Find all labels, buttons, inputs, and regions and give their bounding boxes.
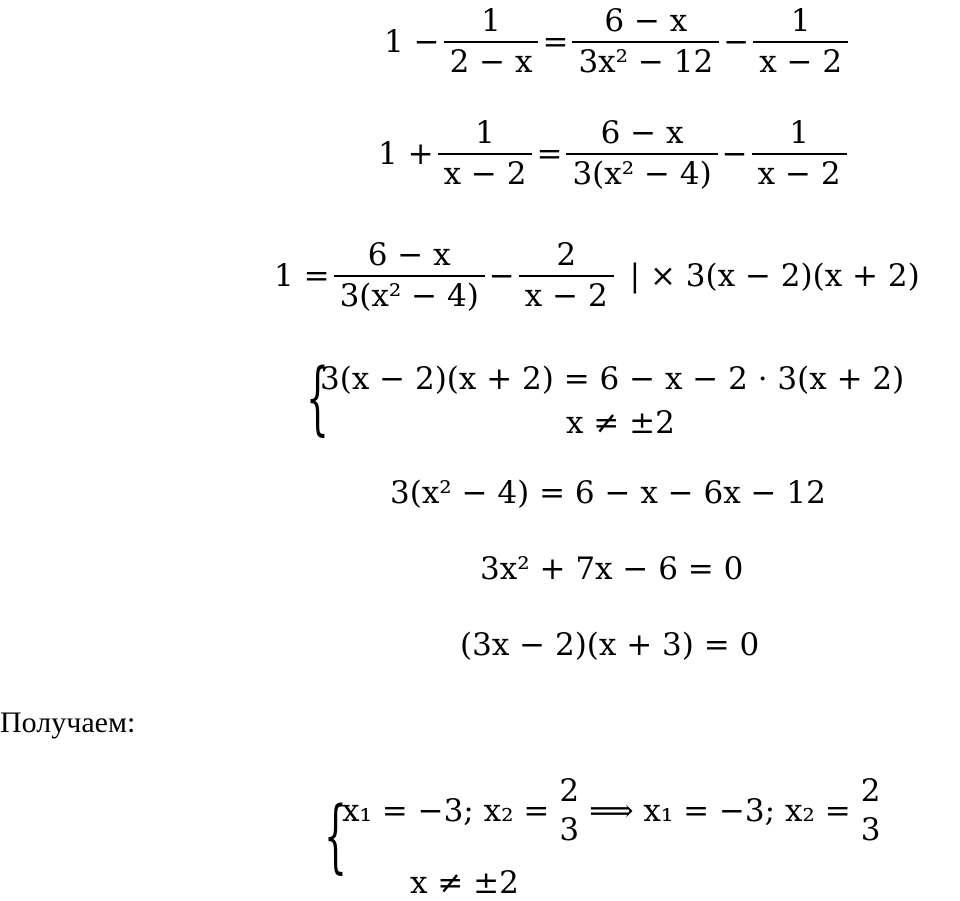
equation-line-3 bbox=[274, 237, 920, 314]
eq3-frac-1-num: 6 − x bbox=[367, 237, 451, 273]
system-2-frac-2-den: 3 bbox=[860, 812, 881, 848]
eq1-frac-1 bbox=[444, 3, 539, 80]
result-label: Получаем: bbox=[0, 706, 136, 739]
eq3-frac-2-den: x − 2 bbox=[519, 275, 614, 312]
eq2-frac-3-num: 1 bbox=[789, 115, 809, 151]
equation-line-6 bbox=[480, 551, 744, 587]
eq3-multiplier: | × 3(x − 2)(x + 2) bbox=[629, 257, 920, 294]
eq2-frac-1-num: 1 bbox=[475, 115, 495, 151]
eq1-minus: − bbox=[723, 23, 750, 60]
equation-line-7 bbox=[460, 627, 760, 663]
eq1-frac-2-num: 6 − x bbox=[604, 3, 688, 39]
eq2-equals: = bbox=[536, 135, 563, 172]
system-1-row-1-text: 3(x − 2)(x + 2) = 6 − x − 2 · 3(x + 2) bbox=[320, 361, 905, 397]
eq1-frac-3-den: x − 2 bbox=[753, 41, 848, 78]
equation-line-6-text: 3x² + 7x − 6 = 0 bbox=[480, 551, 744, 587]
eq3-minus: − bbox=[488, 257, 515, 294]
eq1-frac-2 bbox=[572, 3, 719, 80]
system-2-frac-1 bbox=[553, 773, 585, 848]
system-1-row-2 bbox=[566, 405, 675, 441]
eq1-frac-3 bbox=[753, 3, 848, 80]
eq1-frac-2-den: 3x² − 12 bbox=[572, 41, 719, 78]
eq3-frac-1 bbox=[334, 237, 485, 314]
eq3-lhs: 1 = bbox=[274, 257, 330, 294]
equation-line-2 bbox=[378, 115, 851, 192]
eq2-frac-2-den: 3(x² − 4) bbox=[566, 153, 717, 190]
system-2-arrow: ⟹ x₁ = −3; x₂ = bbox=[589, 792, 851, 829]
eq2-lhs: 1 + bbox=[378, 135, 434, 172]
eq3-frac-2-num: 2 bbox=[556, 237, 577, 273]
eq2-frac-2-num: 6 − x bbox=[600, 115, 684, 151]
system-2-lhs: x₁ = −3; x₂ = bbox=[342, 792, 550, 829]
system-2-frac-2-num: 2 bbox=[860, 773, 881, 809]
system-2-frac-1-num: 2 bbox=[559, 773, 580, 809]
equation-line-5 bbox=[390, 475, 826, 511]
eq1-equals: = bbox=[542, 23, 569, 60]
system-2-row-1 bbox=[342, 773, 890, 848]
eq2-frac-1-den: x − 2 bbox=[438, 153, 533, 190]
eq1-frac-1-num: 1 bbox=[481, 3, 501, 39]
eq1-frac-3-num: 1 bbox=[790, 3, 811, 39]
system-2-row-2 bbox=[410, 865, 519, 901]
system-2-row-2-text: x ≠ ±2 bbox=[410, 865, 519, 901]
system-2-frac-1-den: 3 bbox=[559, 812, 580, 848]
eq3-frac-2 bbox=[519, 237, 614, 314]
eq1-frac-1-den: 2 − x bbox=[444, 41, 539, 78]
equation-line-5-text: 3(x² − 4) = 6 − x − 6x − 12 bbox=[390, 475, 826, 511]
system-2-frac-2 bbox=[855, 773, 887, 848]
eq1-lhs: 1 − bbox=[384, 23, 440, 60]
eq3-frac-1-den: 3(x² − 4) bbox=[334, 275, 485, 312]
eq2-minus: − bbox=[721, 135, 748, 172]
eq2-frac-3-den: x − 2 bbox=[752, 153, 847, 190]
system-1-brace: { bbox=[306, 351, 329, 444]
equation-line-7-text: (3x − 2)(x + 3) = 0 bbox=[460, 627, 760, 663]
system-1-row-2-text: x ≠ ±2 bbox=[566, 405, 675, 441]
eq2-frac-2 bbox=[566, 115, 717, 192]
system-2-brace: { bbox=[324, 789, 347, 882]
eq2-frac-1 bbox=[438, 115, 533, 192]
eq2-frac-3 bbox=[752, 115, 847, 192]
equation-line-1 bbox=[384, 3, 852, 80]
system-1-row-1 bbox=[320, 361, 905, 397]
